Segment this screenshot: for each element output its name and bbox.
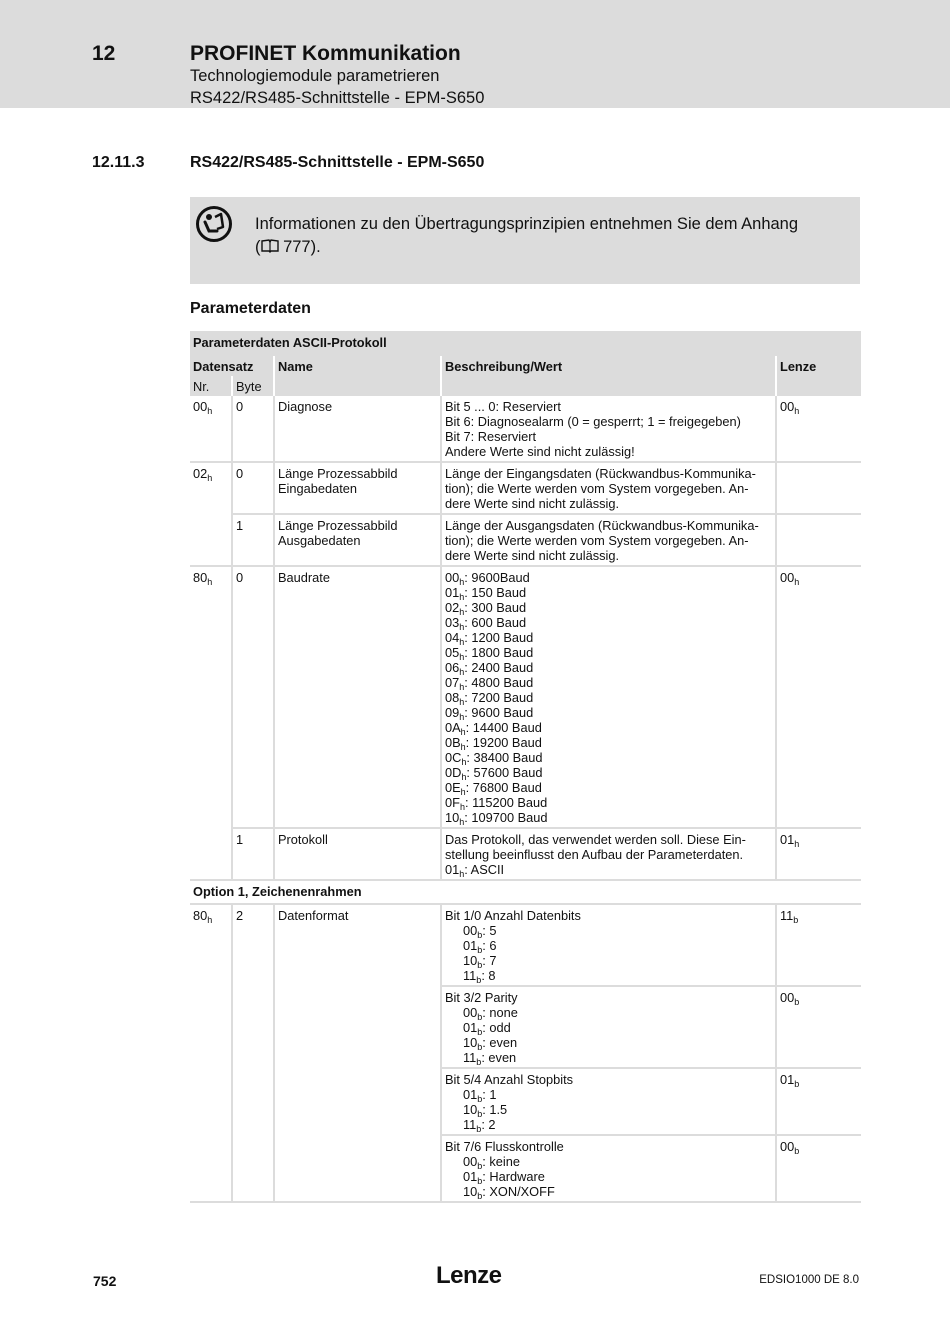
baudrate-value: $0A_h$: 14400 Baud: [445, 720, 542, 737]
datenformat-group: Bit 1/0 Anzahl Datenbits $00_b$: 5 $01_b$: 6 $10_b$: 7 $11_b$: 8: [441, 904, 776, 986]
datenformat-value: $10_b$: even: [463, 1035, 518, 1052]
baudrate-value: $03_h$: 600 Baud: [445, 615, 527, 632]
datenformat-value: $11_b$: 8: [463, 968, 496, 985]
baudrate-value: $08_h$: 7200 Baud: [445, 690, 534, 707]
datenformat-value: $00_b$: none: [463, 1005, 518, 1022]
header-nr: Nr.: [190, 376, 232, 396]
option-heading: Option 1, Zeichenenrahmen: [190, 880, 861, 904]
table-row: 1 Länge Prozessabbild Ausgabedaten Länge der Ausgangsdaten (Rückwandbus-Kommunika- tion); die Werte werden vom System vorgegeben. An- dere Werte sind nicht zulässig.: [190, 514, 861, 566]
chapter-number: 12: [92, 42, 116, 65]
baudrate-value: $0C_h$: 38400 Baud: [445, 750, 543, 767]
baudrate-value: $10_h$: 109700 Baud: [445, 810, 548, 827]
note-line-1: Informationen zu den Übertragungsprinzipien entnehmen Sie dem Anhang: [255, 215, 799, 233]
datenformat-value: $11_b$: even: [463, 1050, 517, 1067]
section-number: 12.11.3: [92, 154, 145, 171]
parameter-heading: Parameterdaten: [190, 300, 311, 317]
table-row: Bit 5/4 Anzahl Stopbits $01_b$: 1 $10_b$: 1.5 $11_b$: 2 $01_b$: [190, 1068, 861, 1135]
baudrate-value: $04_h$: 1200 Baud: [445, 630, 534, 647]
datenformat-group: Bit 3/2 Parity $00_b$: none $01_b$: odd $10_b$: even $11_b$: even: [441, 986, 776, 1068]
lenze-logo: Lenze: [436, 1262, 502, 1289]
header-datensatz: Datensatz: [190, 356, 274, 376]
baudrate-value: $07_h$: 4800 Baud: [445, 675, 534, 692]
document-id: EDSIO1000 DE 8.0: [759, 1274, 859, 1286]
datenformat-value: $01_b$: 6: [463, 938, 497, 955]
baudrate-value: $00_h$: 9600Baud: [445, 570, 530, 587]
header-beschreibung: Beschreibung/Wert: [441, 356, 776, 396]
baudrate-value: $02_h$: 300 Baud: [445, 600, 527, 617]
parameter-table: [190, 331, 861, 1203]
datenformat-value: $10_b$: 1.5: [463, 1102, 508, 1119]
chapter-title: PROFINET Kommunikation: [190, 42, 461, 65]
baudrate-values: [441, 566, 776, 828]
baudrate-value: $05_h$: 1800 Baud: [445, 645, 534, 662]
book-icon: [261, 238, 279, 256]
header-lenze: Lenze: [776, 356, 861, 396]
reading-person-icon: [195, 205, 233, 248]
table-row: $00_h$ 0 Diagnose Bit 5 ... 0: Reserviert Bit 6: Diagnosealarm (0 = gesperrt; 1 = freigegeben) Bit 7: Reserviert Andere Werte sind nicht zulässig! $00_h$: [190, 396, 861, 462]
baudrate-value: $01_h$: 150 Baud: [445, 585, 527, 602]
datenformat-group: Bit 5/4 Anzahl Stopbits $01_b$: 1 $10_b$: 1.5 $11_b$: 2: [441, 1068, 776, 1135]
table-caption: Parameterdaten ASCII-Protokoll: [190, 331, 861, 356]
datenformat-value: $00_b$: 5: [463, 923, 497, 940]
note-paren: (: [255, 238, 261, 256]
table-row: Bit 7/6 Flusskontrolle $00_b$: keine $01_b$: Hardware $10_b$: XON/XOFF $00_b$: [190, 1135, 861, 1202]
datenformat-value: $11_b$: 2: [463, 1117, 496, 1134]
datenformat-value: $01_b$: Hardware: [463, 1169, 545, 1186]
baudrate-value: $0D_h$: 57600 Baud: [445, 765, 543, 782]
datenformat-value: $10_b$: 7: [463, 953, 497, 970]
datenformat-value: $10_b$: XON/XOFF: [463, 1184, 555, 1201]
datenformat-group: Bit 7/6 Flusskontrolle $00_b$: keine $01_b$: Hardware $10_b$: XON/XOFF: [441, 1135, 776, 1202]
datenformat-value: $01_b$: odd: [463, 1020, 511, 1037]
note-page-ref[interactable]: 777).: [278, 238, 321, 256]
page-number: 752: [93, 1273, 117, 1289]
header-subtitle-2: RS422/RS485-Schnittstelle - EPM-S650: [190, 89, 485, 107]
datenformat-value: $00_b$: keine: [463, 1154, 520, 1171]
header-name: Name: [274, 356, 441, 396]
baudrate-value: $0B_h$: 19200 Baud: [445, 735, 542, 752]
baudrate-value: $0E_h$: 76800 Baud: [445, 780, 542, 797]
note-text: [255, 213, 850, 259]
baudrate-value: $09_h$: 9600 Baud: [445, 705, 534, 722]
table-row: $80_h$ 0 Baudrate $00_h$: 9600Baud $01_h$: 150 Baud $02_h$: 300 Baud $03_h$: 600 Baud $04_h$: 1200 Baud $05_h$: 1800 Baud $06_h$: 2400 Baud $07_h$: 4800 Baud $08_h$: 7200 Baud $09_h$: 9600 Baud $0A_h$: 14400 Baud $0B_h$: 19200 Baud $0C_h$: 38400 Baud $0D_h$: 57600 Baud $0E_h$: 76800 Baud $0F_h$: 115200 Baud $10_h$: 109700 Baud $00_h$: [190, 566, 861, 828]
header-byte: Byte: [232, 376, 274, 396]
section-title: RS422/RS485-Schnittstelle - EPM-S650: [190, 154, 485, 171]
baudrate-value: $0F_h$: 115200 Baud: [445, 795, 548, 812]
table-row: 1 Protokoll Das Protokoll, das verwendet werden soll. Diese Ein- stellung beeinflusst den Aufbau der Parameterdaten. $01_h$: ASCII $01_h$: [190, 828, 861, 880]
header-subtitle-1: Technologiemodule parametrieren: [190, 67, 440, 85]
note-box: [190, 197, 860, 284]
datenformat-value: $01_b$: 1: [463, 1087, 497, 1104]
table-row: Bit 3/2 Parity $00_b$: none $01_b$: odd $10_b$: even $11_b$: even $00_b$: [190, 986, 861, 1068]
table-row: $80_h$ 2 Datenformat Bit 1/0 Anzahl Datenbits $00_b$: 5 $01_b$: 6 $10_b$: 7 $11_b$: 8 $11_b$: [190, 904, 861, 986]
table-row: $02_h$ 0 Länge Prozessabbild Eingabedaten Länge der Eingangsdaten (Rückwandbus-Kommunika- tion); die Werte werden vom System vorgegeben. An- dere Werte sind nicht zulässig.: [190, 462, 861, 514]
baudrate-value: $06_h$: 2400 Baud: [445, 660, 534, 677]
